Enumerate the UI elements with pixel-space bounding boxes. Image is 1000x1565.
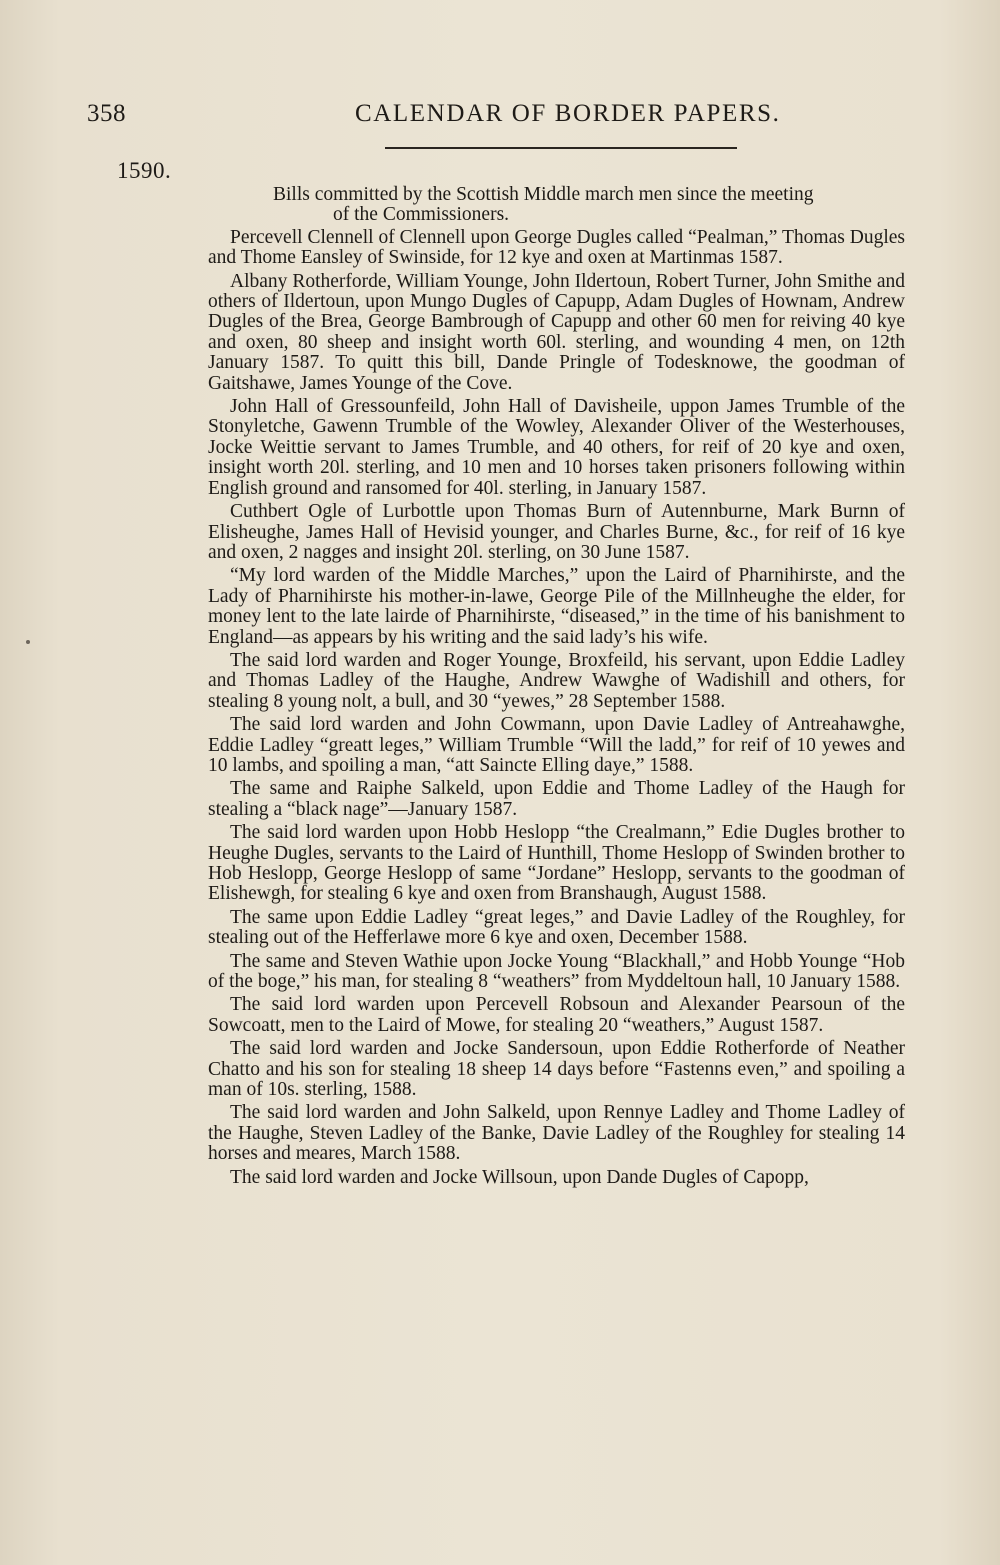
- bill-paragraph-3: John Hall of Gressounfeild, John Hall of Davisheile, uppon James Trumble of the Stonyletche, Gawenn Trumble of the Wowley, Alexander Oliver of the Westerhouses, Jocke Weittie servant to James Trumble, and 40 others, for reif of 20 kye and oxen, insight worth 20l. sterling, and 10 men and 10 horses taken prisoners following within English ground and ransomed for 40l. sterling, in January 1587.: [208, 396, 905, 499]
- section-heading-line-2: of the Commissioners.: [333, 204, 510, 226]
- page-number: 358: [87, 100, 126, 127]
- bill-paragraph-9: The said lord warden upon Hobb Heslopp “the Crealmann,” Edie Dugles brother to Heughe Dugles, servants to the Laird of Hunthill, Thome Heslopp of Swinden brother to Hob Heslopp, George Heslopp of same “Jordane” Heslopp, servants to the goodman of Elishewgh, for stealing 6 kye and oxen from Branshaugh, August 1588.: [208, 822, 905, 905]
- bill-paragraph-11: The same and Steven Wathie upon Jocke Young “Blackhall,” and Hobb Younge “Hob of the boge,” his man, for stealing 8 “weathers” from Myddeltoun hall, 10 January 1588.: [208, 950, 905, 993]
- running-title: CALENDAR OF BORDER PAPERS.: [355, 100, 781, 127]
- bill-paragraph-5: “My lord warden of the Middle Marches,” upon the Laird of Pharnihirste, and the Lady of Pharnihirste his mother-in-lawe, George Pile of the Millnheughe the elder, for money lent to the late lairde of Pharnihirste, “diseased,” in the time of his banishment to England—as appears by his writing and the said lady’s his wife.: [208, 565, 905, 648]
- year-marker: 1590.: [117, 158, 172, 183]
- bill-paragraph-1: Percevell Clennell of Clennell upon George Dugles called “Pealman,” Thomas Dugles and Thome Eansley of Swinside, for 12 kye and oxen at Martinmas 1587.: [208, 226, 905, 269]
- section-heading-line-1: Bills committed by the Scottish Middle march men since the meeting: [273, 184, 814, 205]
- bill-paragraph-13: The said lord warden and Jocke Sandersoun, upon Eddie Rotherforde of Neather Chatto and his son for stealing 18 sheep 14 days before “Fastenns even,” and spoiling a man of 10s. sterling, 1588.: [208, 1038, 905, 1101]
- bill-paragraph-14: The said lord warden and John Salkeld, upon Rennye Ladley and Thome Ladley of the Haughe, Steven Ladley of the Banke, Davie Ladley of the Roughley for stealing 14 horses and meares, March 1588.: [208, 1102, 905, 1165]
- bill-paragraph-2: Albany Rotherforde, William Younge, John Ildertoun, Robert Turner, John Smithe and others of Ildertoun, upon Mungo Dugles of Capupp, Adam Dugles of Hownam, Andrew Dugles of the Brea, George Bambrough of Capupp and other 60 men for reiving 40 kye and oxen, 80 sheep and insight worth 60l. sterling, and wounding 4 men, on 12th January 1587. To quitt this bill, Dande Pringle of Todesknowe, the goodman of Gaitshawe, James Younge of the Cove.: [208, 270, 905, 394]
- body-text: [208, 185, 905, 1188]
- bill-paragraph-10: The same upon Eddie Ladley “great leges,” and Davie Ladley of the Roughley, for stealing out of the Hefferlawe more 6 kye and oxen, December 1588.: [208, 906, 905, 949]
- page-header: [87, 100, 907, 134]
- bill-paragraph-12: The said lord warden upon Percevell Robsoun and Alexander Pearsoun of the Sowcoatt, men to the Laird of Mowe, for stealing 20 “weathers,” August 1587.: [208, 994, 905, 1036]
- section-heading: [208, 185, 905, 226]
- bill-paragraph-8: The same and Raiphe Salkeld, upon Eddie and Thome Ladley of the Haugh for stealing a “black nage”—January 1587.: [208, 778, 905, 820]
- margin-mark: [26, 640, 30, 644]
- bill-paragraph-15: The said lord warden and Jocke Willsoun, upon Dande Dugles of Capopp,: [230, 1166, 809, 1188]
- header-rule: [385, 147, 737, 149]
- bill-paragraph-7: The said lord warden and John Cowmann, upon Davie Ladley of Antreahawghe, Eddie Ladley “greatt leges,” William Trumble “Will the ladd,” for reif of 10 yewes and 10 lambs, and spoiling a man, “att Saincte Elling daye,” 1588.: [208, 714, 905, 776]
- bill-paragraph-4: Cuthbert Ogle of Lurbottle upon Thomas Burn of Autennburne, Mark Burnn of Elisheughe, James Hall of Hevisid younger, and Charles Burne, &c., for reif of 16 kye and oxen, 2 nagges and insight 20l. sterling, on 30 June 1587.: [208, 501, 905, 563]
- bill-paragraph-6: The said lord warden and Roger Younge, Broxfeild, his servant, upon Eddie Ladley and Thomas Ladley of the Haughe, Andrew Wawghe of Wadishill and others, for stealing 8 young nolt, a bull, and 30 “yewes,” 28 September 1588.: [208, 649, 905, 712]
